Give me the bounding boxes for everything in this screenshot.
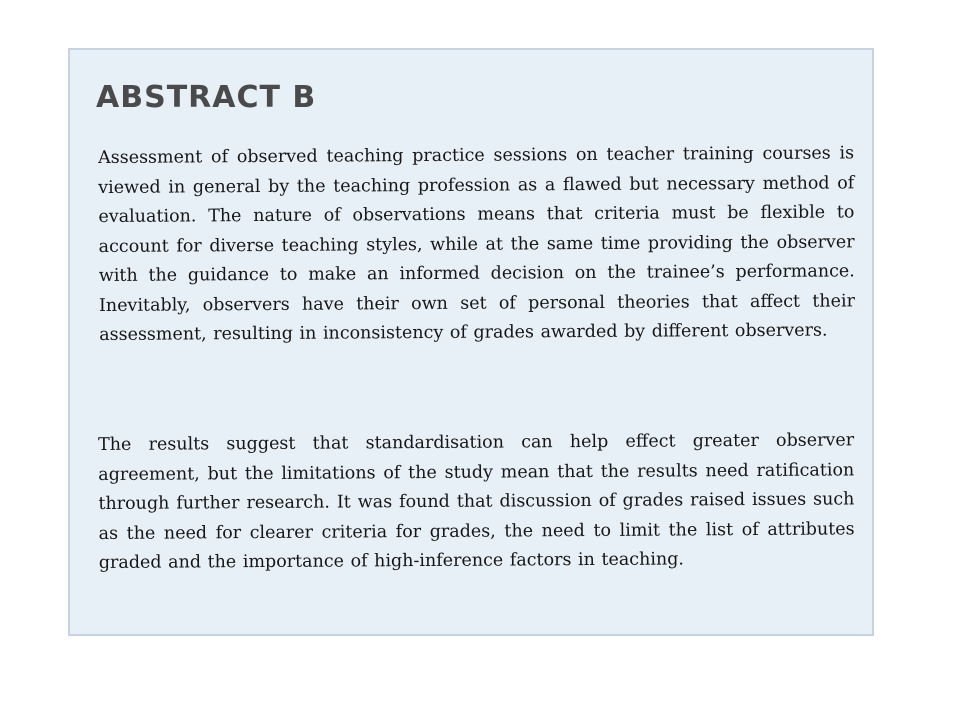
abstract-panel [68, 48, 874, 636]
abstract-heading: ABSTRACT B [96, 80, 317, 115]
abstract-paragraph-1: Assessment of observed teaching practice sessions on teacher training courses is viewed in general by the teaching profession as a flawed but necessary method of evaluation. The nature of observations means that criteria must be flexible to account for diverse teaching styles, while at the same time providing the observer with the guidance to make an informed decision on the trainee’s performance. Inevitably, observers have their own set of personal theories that affect their assessment, resulting in inconsistency of grades awarded by different observers. [98, 143, 856, 345]
abstract-paragraph-2: The results suggest that standardisation can help effect greater observer agreement, but the limitations of the study mean that the results need ratification through further research. It was found that discussion of grades raised issues such as the need for clearer criteria for grades, the need to limit the list of attributes graded and the importance of high-inference factors in teaching. [98, 430, 855, 573]
